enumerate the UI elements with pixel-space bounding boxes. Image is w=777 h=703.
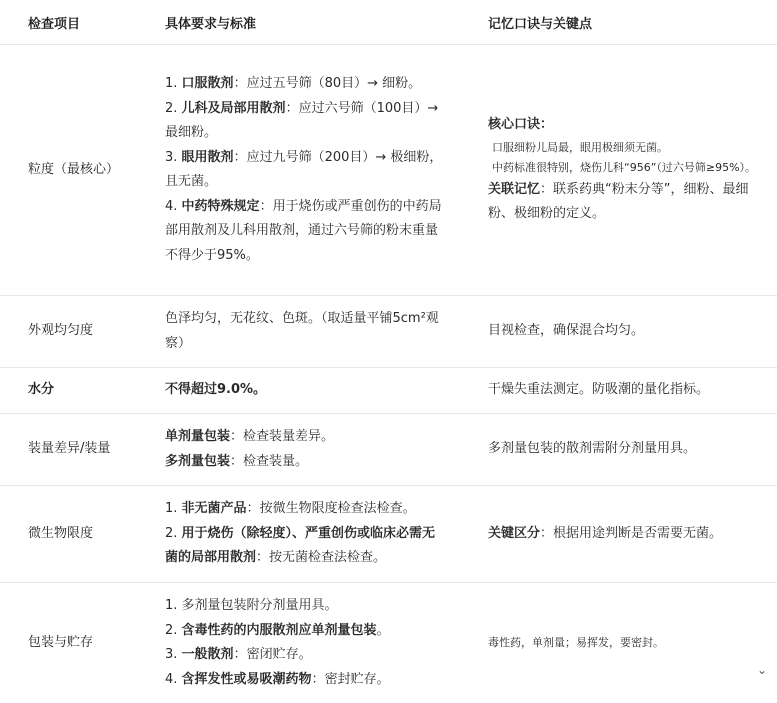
table-row	[0, 45, 777, 296]
requirement-line: 4. 含挥发性或易吸潮药物：密封贮存。	[165, 668, 444, 693]
table-header-row	[0, 0, 777, 45]
item-cell: 水分	[0, 368, 135, 414]
memo-line: 口服细粉儿局最，眼用极细须无菌。	[488, 138, 769, 158]
table-row	[0, 583, 777, 703]
memo-cell: 干燥失重法测定。防吸潮的量化指标。	[458, 368, 777, 414]
item-cell: 外观均匀度	[0, 296, 135, 368]
requirement-cell	[135, 583, 458, 703]
table-row	[0, 414, 777, 486]
memo-assoc: 关联记忆：联系药典“粉末分等”，细粉、最细粉、极细粉的定义。	[488, 178, 769, 227]
requirement-line: 3. 一般散剂：密闭贮存。	[165, 643, 444, 668]
header-memo: 记忆口诀与关键点	[458, 0, 777, 45]
requirement-line: 2. 含毒性药的内服散剂应单剂量包装。	[165, 619, 444, 644]
requirement-line: 1. 口服散剂：应过五号筛（80目）→ 细粉。	[165, 72, 444, 97]
header-requirement: 具体要求与标准	[135, 0, 458, 45]
table-row	[0, 368, 777, 414]
chevron-down-icon[interactable]: ⌄	[753, 661, 771, 679]
item-cell: 包装与贮存	[0, 583, 135, 703]
requirement-cell: 不得超过9.0%。	[135, 368, 458, 414]
requirement-cell	[135, 45, 458, 296]
requirement-line: 3. 眼用散剂：应过九号筛（200目）→ 极细粉，且无菌。	[165, 146, 444, 195]
item-cell: 粒度（最核心）	[0, 45, 135, 296]
requirement-line: 多剂量包装：检查装量。	[165, 450, 444, 475]
memo-cell: 毒性药，单剂量；易挥发，要密封。	[458, 583, 777, 703]
requirement-line: 1. 多剂量包装附分剂量用具。	[165, 594, 444, 619]
table-row	[0, 486, 777, 583]
memo-title: 核心口诀：	[488, 113, 769, 138]
requirement-line: 1. 非无菌产品：按微生物限度检查法检查。	[165, 497, 444, 522]
memo-cell	[458, 45, 777, 296]
table-row	[0, 296, 777, 368]
requirement-cell	[135, 414, 458, 486]
requirement-line: 单剂量包装：检查装量差异。	[165, 425, 444, 450]
requirement-line: 4. 中药特殊规定：用于烧伤或严重创伤的中药局部用散剂及儿科用散剂，通过六号筛的粉末重量不得少于95%。	[165, 195, 444, 269]
item-cell: 微生物限度	[0, 486, 135, 583]
requirement-cell: 色泽均匀，无花纹、色斑。（取适量平铺5cm²观察）	[135, 296, 458, 368]
header-item: 检查项目	[0, 0, 135, 45]
memo-cell: 目视检查，确保混合均匀。	[458, 296, 777, 368]
requirement-line: 2. 用于烧伤（除轻度）、严重创伤或临床必需无菌的局部用散剂：按无菌检查法检查。	[165, 522, 444, 571]
item-cell: 装量差异/装量	[0, 414, 135, 486]
memo-cell: 关键区分：根据用途判断是否需要无菌。	[458, 486, 777, 583]
memo-line: 中药标准很特别，烧伤儿科“956”（过六号筛≥95%）。	[488, 158, 769, 178]
requirement-cell	[135, 486, 458, 583]
memo-cell: 多剂量包装的散剂需附分剂量用具。	[458, 414, 777, 486]
requirement-line: 2. 儿科及局部用散剂：应过六号筛（100目）→ 最细粉。	[165, 97, 444, 146]
